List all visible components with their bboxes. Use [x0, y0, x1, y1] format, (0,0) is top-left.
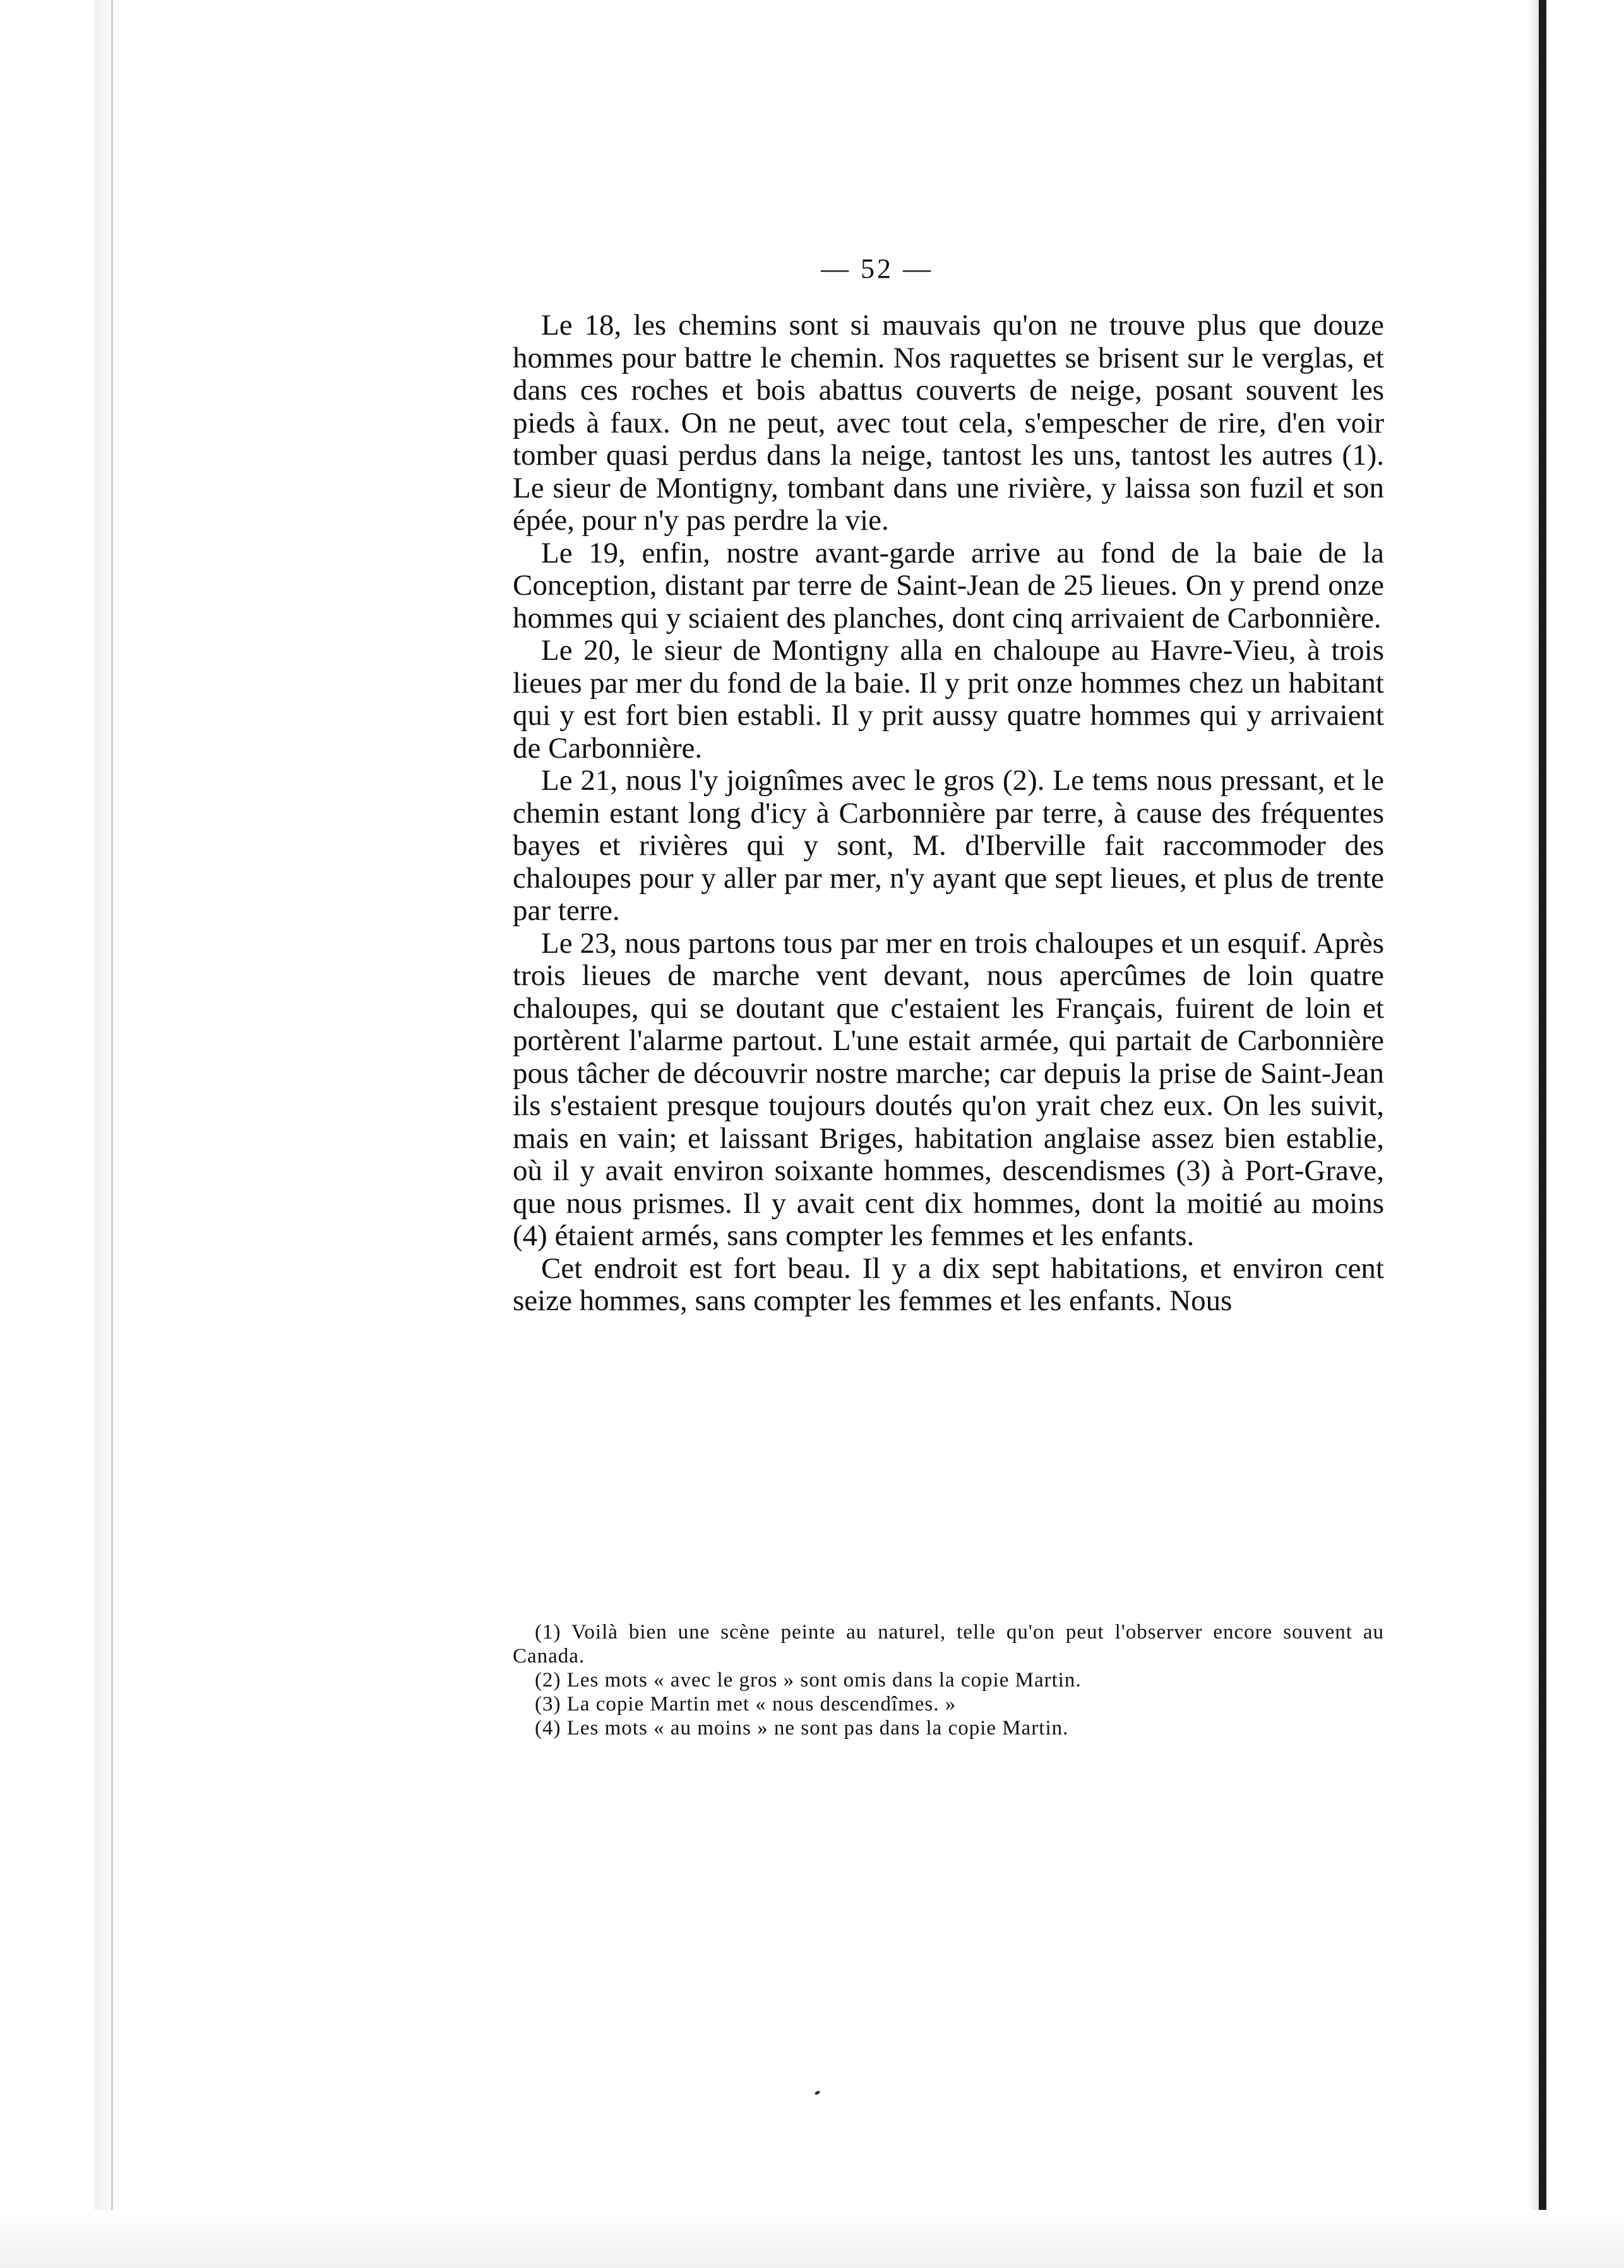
- footnote: (2) Les mots « avec le gros » sont omis dans la copie Martin.: [535, 1669, 1082, 1692]
- paragraph: Le 23, nous partons tous par mer en trois chaloupes et un esquif. Après trois lieues de marche vent devant, nous apercûmes de loin quatre chaloupes, qui se doutant que c'estaient les Français, fuirent de loin et portèrent l'alarme partout. L'une estait armée, qui partait de Carbonnière pous tâcher de découvrir nostre marche; car depuis la prise de Saint-Jean ils s'estaient presque toujours doutés qu'on yrait chez eux. On les suivit, mais en vain; et laissant Briges, habitation anglaise assez bien establie, où il y avait environ soixante hommes, descendismes (3) à Port-Grave, que nous prismes. Il y avait cent dix hommes, dont la moitié au moins (4) étaient armés, sans compter les femmes et les enfants.: [513, 926, 1384, 1252]
- bottom-page-edge: [0, 2210, 1624, 2268]
- paragraph: Le 21, nous l'y joignîmes avec le gros (2). Le tems nous pressant, et le chemin estant long d'icy à Carbonnière par terre, à cause des fréquentes bayes et rivières qui y sont, M. d'Iberville fait raccommoder des chaloupes pour y aller par mer, n'y ayant que sept lieues, et plus de trente par terre.: [513, 764, 1384, 927]
- paragraph: Le 19, enfin, nostre avant-garde arrive au fond de la baie de la Conception, distant par terre de Saint-Jean de 25 lieues. On y prend onze hommes qui y sciaient des planches, dont cinq arrivaient de Carbonnière.: [513, 536, 1384, 635]
- right-page-edge: [1539, 0, 1546, 2216]
- paragraph: Le 20, le sieur de Montigny alla en chaloupe au Havre-Vieu, à trois lieues par mer du fond de la baie. Il y prit onze hommes chez un habitant qui y est fort bien establi. Il y prit aussy quatre hommes qui y arrivaient de Carbonnière.: [513, 634, 1384, 765]
- ink-speck: [814, 2090, 820, 2096]
- right-page-edge-shadow: [1528, 0, 1539, 2216]
- footnotes: [513, 1620, 1384, 1740]
- footnote: (3) La copie Martin met « nous descendîmes. »: [535, 1693, 957, 1716]
- page-number: — 52 —: [821, 253, 933, 284]
- left-gutter-shadow: [95, 0, 123, 2268]
- paragraph: Cet endroit est fort beau. Il y a dix sept habitations, et environ cent seize hommes, sans compter les femmes et les enfants. Nous: [513, 1251, 1384, 1317]
- binding-line: [111, 0, 113, 2268]
- footnote: (1) Voilà bien une scène peinte au naturel, telle qu'on peut l'observer encore souvent au Canada.: [513, 1621, 1384, 1668]
- paragraph: Le 18, les chemins sont si mauvais qu'on ne trouve plus que douze hommes pour battre le chemin. Nos raquettes se brisent sur le verglas, et dans ces roches et bois abattus couverts de neige, posant souvent les pieds à faux. On ne peut, avec tout cela, s'empescher de rire, d'en voir tomber quasi perdus dans la neige, tantost les uns, tantost les autres (1). Le sieur de Montigny, tombant dans une rivière, y laissa son fuzil et son épée, pour n'y pas perdre la vie.: [513, 309, 1384, 537]
- footnote: (4) Les mots « au moins » ne sont pas dans la copie Martin.: [535, 1717, 1069, 1740]
- body-text: [513, 309, 1384, 1318]
